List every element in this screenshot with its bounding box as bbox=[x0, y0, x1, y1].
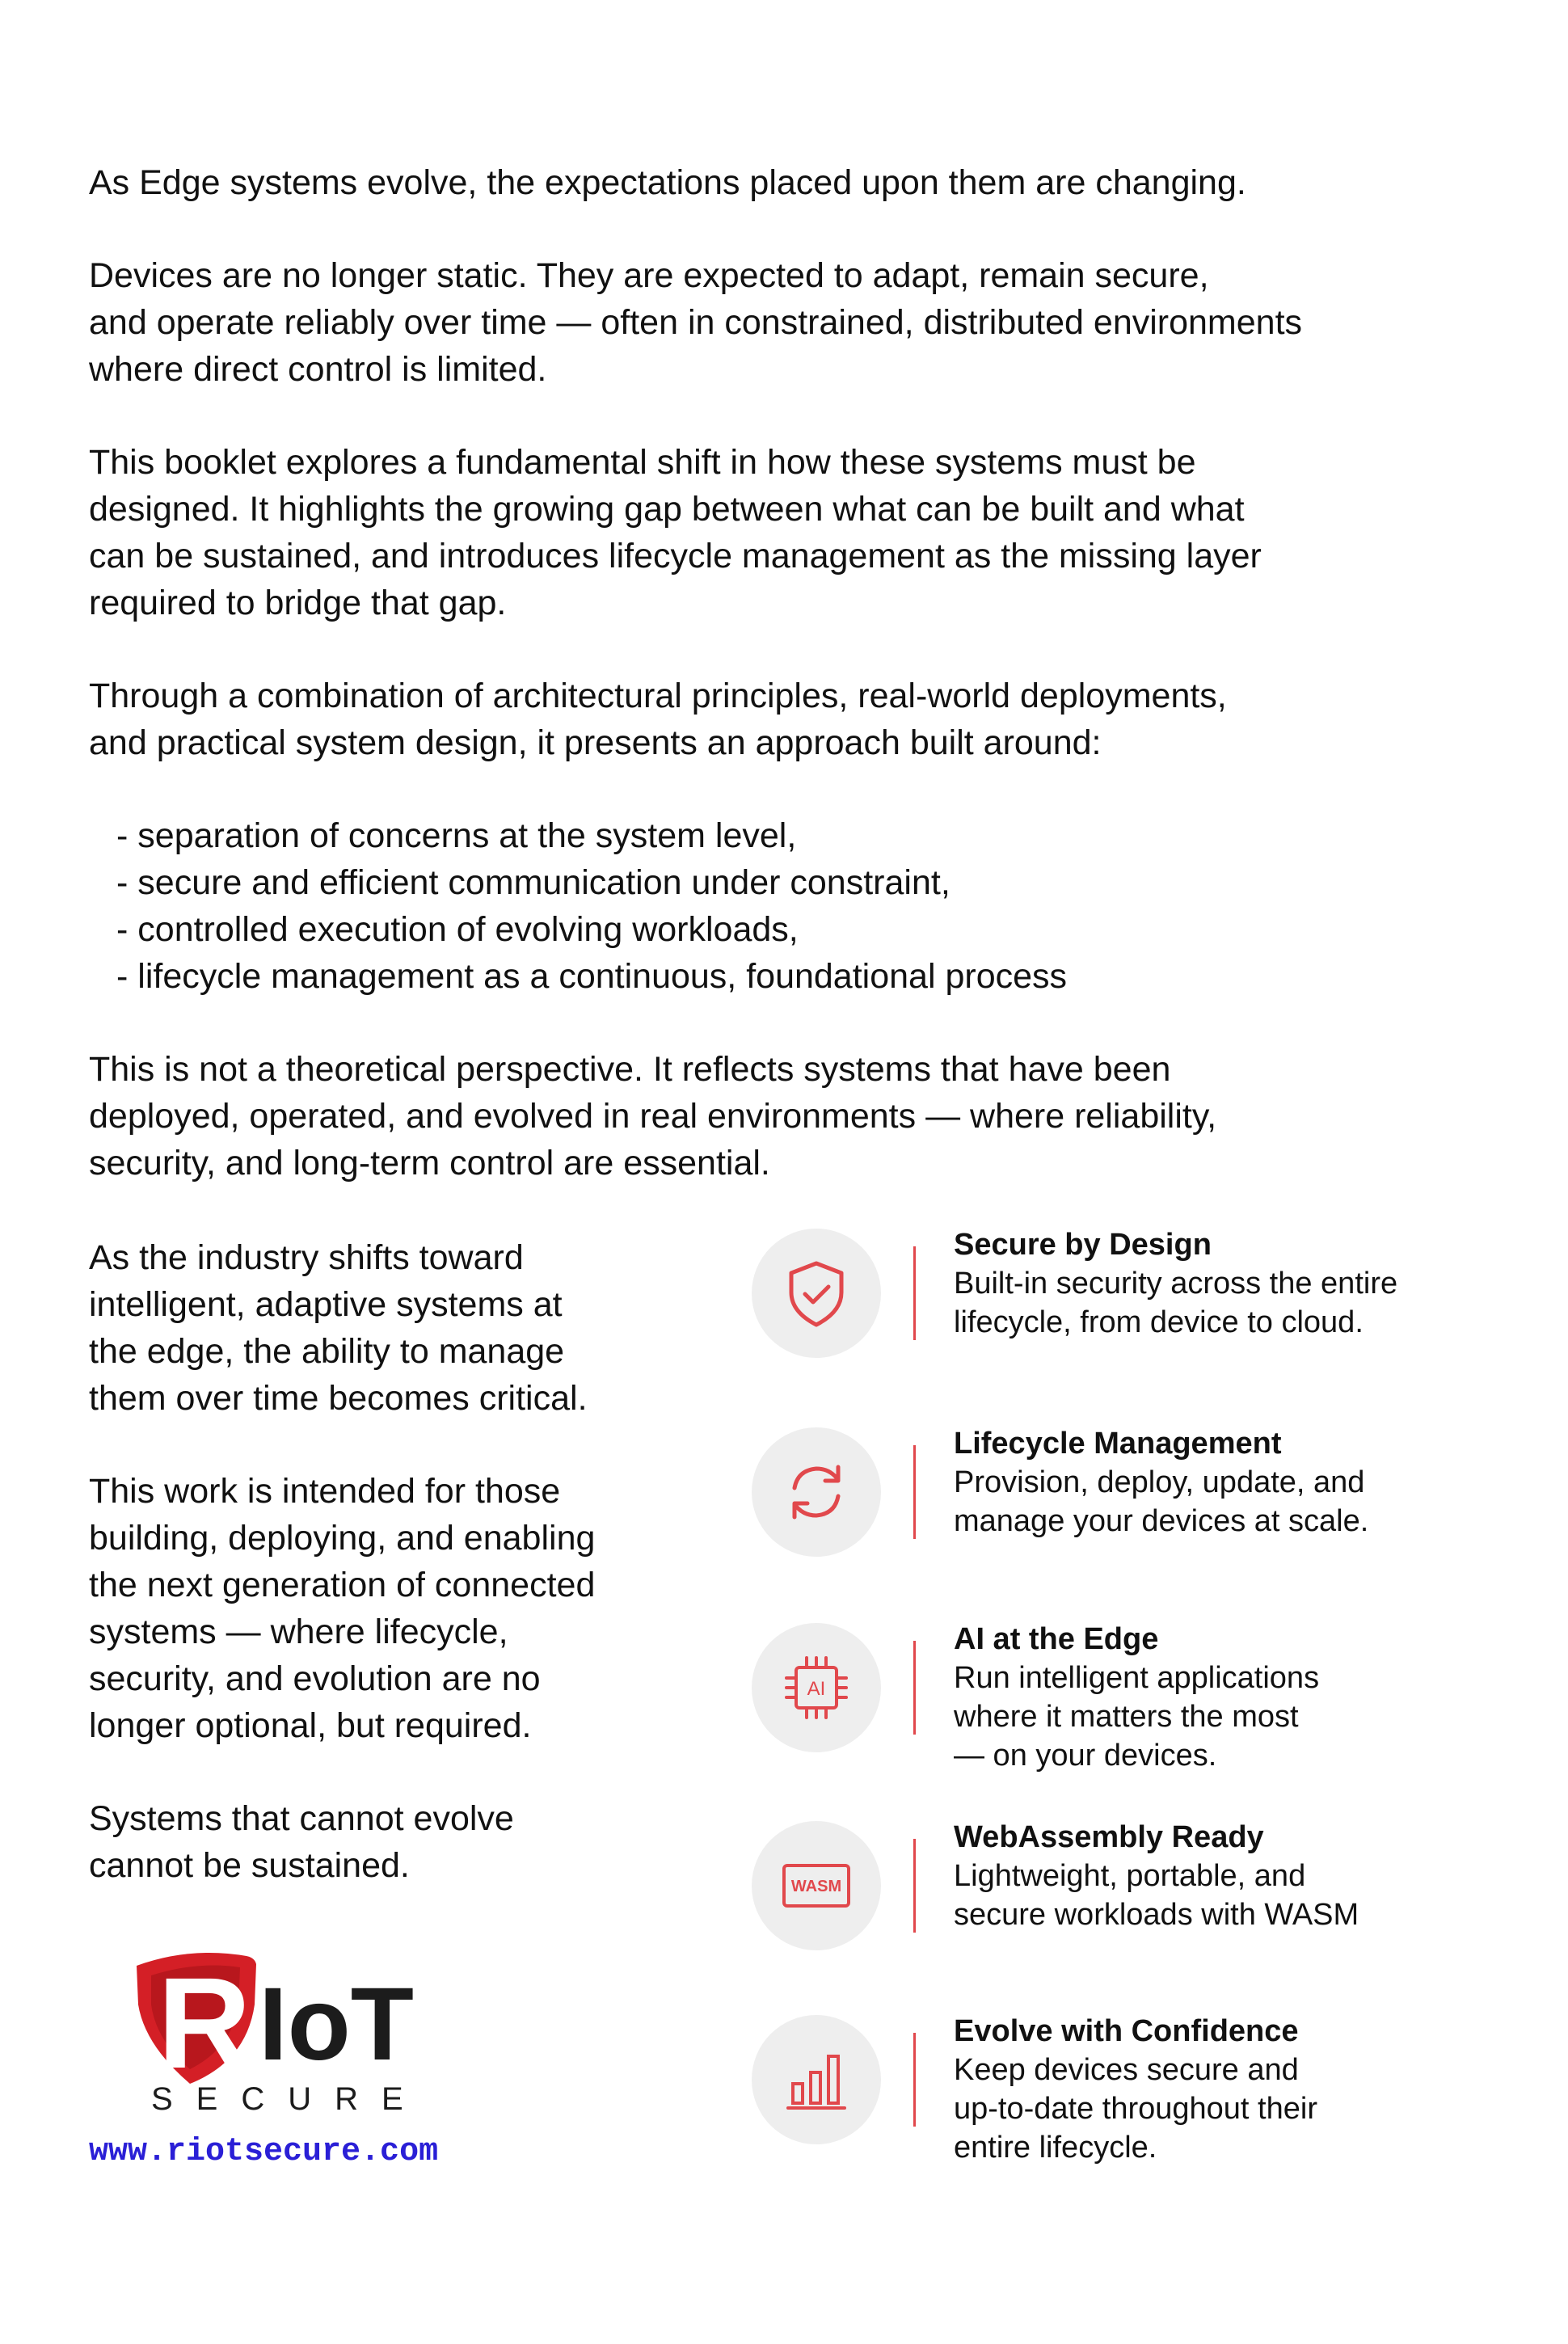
ai-chip-label: AI bbox=[807, 1678, 826, 1700]
refresh-icon bbox=[780, 1456, 853, 1528]
wasm-icon bbox=[776, 1849, 857, 1922]
feature-description: Built-in security across the entire lifecycle, from device to cloud. bbox=[954, 1267, 1398, 1339]
feature-badge bbox=[752, 1821, 881, 1950]
intro-section bbox=[89, 159, 1511, 1233]
feature-badge bbox=[752, 1427, 881, 1557]
feature-badge bbox=[752, 1229, 881, 1358]
left-paragraph-2: This work is intended for those building, deploying, and enabling the next generation of connected systems — where lifecycle, security, and evolution are no longer optional, but required. bbox=[89, 1472, 596, 1745]
intro-paragraph-1: As Edge systems evolve, the expectations placed upon them are changing. bbox=[89, 163, 1246, 202]
list-item: - controlled execution of evolving workloads, bbox=[116, 906, 1511, 953]
feature-title: Lifecycle Management bbox=[954, 1427, 1282, 1461]
feature-divider bbox=[913, 1641, 916, 1735]
ai-chip-icon bbox=[780, 1651, 853, 1724]
feature-description: Lightweight, portable, and secure workloads with WASM bbox=[954, 1859, 1359, 1932]
left-paragraph-3: Systems that cannot evolve cannot be sustained. bbox=[89, 1799, 514, 1885]
feature-title: AI at the Edge bbox=[954, 1622, 1159, 1656]
wasm-icon-label: WASM bbox=[790, 1878, 842, 1895]
feature-description: Keep devices secure and up-to-date throughout their entire lifecycle. bbox=[954, 2053, 1317, 2165]
feature-description: Provision, deploy, update, and manage your devices at scale. bbox=[954, 1465, 1369, 1538]
feature-divider bbox=[913, 1839, 916, 1933]
feature-badge bbox=[752, 1623, 881, 1752]
feature-divider bbox=[913, 1445, 916, 1539]
approach-list bbox=[89, 812, 1511, 1000]
intro-paragraph-4: Through a combination of architectural principles, real-world deployments, and practical system design, it presents an approach built around: bbox=[89, 677, 1227, 762]
list-item: - separation of concerns at the system level, bbox=[116, 812, 1511, 859]
feature-divider bbox=[913, 1246, 916, 1340]
logo-brand-rest: IoT bbox=[259, 1967, 414, 2082]
shield-check-icon bbox=[780, 1257, 853, 1330]
intro-paragraph-2: Devices are no longer static. They are expected to adapt, remain secure, and operate reliably over time — often in constrained, distributed environments where direct control is limited. bbox=[89, 256, 1303, 389]
feature-title: Secure by Design bbox=[954, 1228, 1212, 1262]
list-item: - secure and efficient communication under constraint, bbox=[116, 859, 1511, 906]
intro-paragraph-5: This is not a theoretical perspective. It reflects systems that have been deployed, operated, and evolved in real environments — where reliability, security, and long-term control are essential. bbox=[89, 1050, 1217, 1183]
list-item: - lifecycle management as a continuous, foundational process bbox=[116, 953, 1511, 1000]
feature-title: Evolve with Confidence bbox=[954, 2014, 1299, 2048]
website-link[interactable]: www.riotsecure.com bbox=[89, 2134, 439, 2170]
left-column bbox=[89, 1234, 703, 1935]
logo-brand-r: R bbox=[158, 1950, 251, 2095]
intro-paragraph-3: This booklet explores a fundamental shift in how these systems must be designed. It highlights the growing gap between what can be built and what can be sustained, and introduces lifecycle management as the missing layer required to bridge that gap. bbox=[89, 443, 1262, 622]
feature-description: Run intelligent applications where it matters the most — on your devices. bbox=[954, 1661, 1320, 1773]
bar-chart-icon bbox=[780, 2043, 853, 2116]
feature-badge bbox=[752, 2015, 881, 2144]
riot-secure-logo bbox=[133, 1948, 457, 2118]
feature-divider bbox=[913, 2033, 916, 2127]
logo-tagline: SECURE bbox=[151, 2081, 427, 2117]
left-paragraph-1: As the industry shifts toward intelligent, adaptive systems at the edge, the ability to manage them over time becomes critical. bbox=[89, 1238, 588, 1418]
feature-title: WebAssembly Ready bbox=[954, 1820, 1264, 1854]
